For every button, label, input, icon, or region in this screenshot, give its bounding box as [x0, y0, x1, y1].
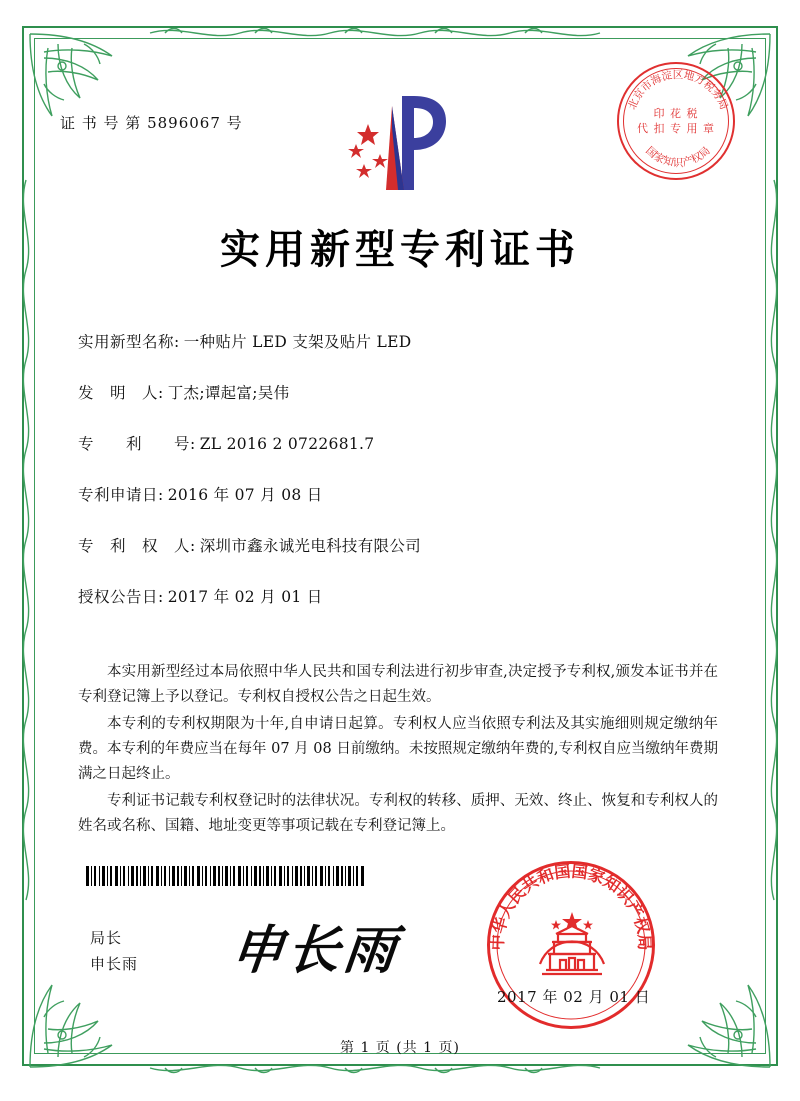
tax-stamp-seal [617, 62, 735, 180]
field-row-application-date [78, 483, 718, 505]
field-row-patent-number [78, 432, 718, 454]
issue-date: 2017 年 02 月 01 日 [497, 988, 651, 1006]
seal-center-line2: 代 扣 专 用 章 [637, 122, 715, 135]
field-label: 发 明 人: [78, 384, 164, 402]
field-label: 授权公告日: [78, 588, 164, 606]
field-row-inventors [78, 381, 718, 403]
paragraph-2: 本专利的专利权期限为十年,自申请日起算。专利权人应当依照专利法及其实施细则规定缴纳年费。本专利的年费应当在每年 07 月 08 日前缴纳。未按照规定缴纳年费的,专利权自应当缴纳年费期满之日起终止。 [78, 716, 718, 782]
svg-text:国家知识产权局 [643, 145, 712, 169]
director-title-label: 局长 [90, 929, 123, 947]
seal-arc-bottom-text: 国家知识产权局 [643, 144, 713, 169]
page-footer: 第 1 页 (共 1 页) [340, 1040, 460, 1056]
signature-labels [90, 925, 138, 977]
paragraph-1: 本实用新型经过本局依照中华人民共和国专利法进行初步审查,决定授予专利权,颁发本证书并在专利登记簿上予以登记。专利权自授权公告之日起生效。 [78, 664, 718, 705]
field-value: 丁杰;谭起富;吴伟 [167, 384, 290, 402]
field-value: ZL 2016 2 0722681.7 [199, 435, 375, 453]
field-row-grant-announcement-date [78, 585, 718, 607]
field-value: 2016 年 07 月 08 日 [167, 486, 323, 504]
field-row-utility-model-name [78, 330, 718, 352]
field-row-patentee [78, 534, 718, 556]
field-label: 专 利 权 人: [78, 537, 196, 555]
field-value: 深圳市鑫永诚光电科技有限公司 [199, 537, 421, 555]
field-label: 专利申请日: [78, 486, 164, 504]
seal-arc-top-text: 北京市海淀区地方税务局 [626, 69, 730, 112]
legal-body-text [78, 660, 718, 841]
cnipa-logo-icon [330, 88, 460, 198]
page-title: 实用新型专利证书 [220, 226, 580, 273]
director-name-label: 申长雨 [90, 955, 139, 973]
seal-center-text [619, 106, 733, 136]
paragraph-3: 专利证书记载专利权登记时的法律状况。专利权的转移、质押、无效、终止、恢复和专利权人的姓名或名称、国籍、地址变更等事项记载在专利登记簿上。 [78, 793, 718, 834]
handwritten-signature: 申长雨 [228, 920, 403, 981]
field-value: 一种贴片 LED 支架及贴片 LED [183, 333, 412, 351]
national-emblem-icon [532, 908, 612, 988]
national-seal-arc-top: 中华人民共和国国家知识产权局 [487, 861, 655, 951]
field-label: 实用新型名称: [78, 333, 180, 351]
seal-center-line1: 印 花 税 [653, 107, 699, 120]
certificate-number: 证 书 号 第 5896067 号 [60, 114, 243, 132]
svg-text:北京市海淀区地方税务局 [626, 68, 730, 111]
field-list [78, 330, 718, 636]
field-value: 2017 年 02 月 01 日 [167, 588, 323, 606]
field-label: 专 利 号: [78, 435, 196, 453]
barcode [86, 866, 366, 886]
